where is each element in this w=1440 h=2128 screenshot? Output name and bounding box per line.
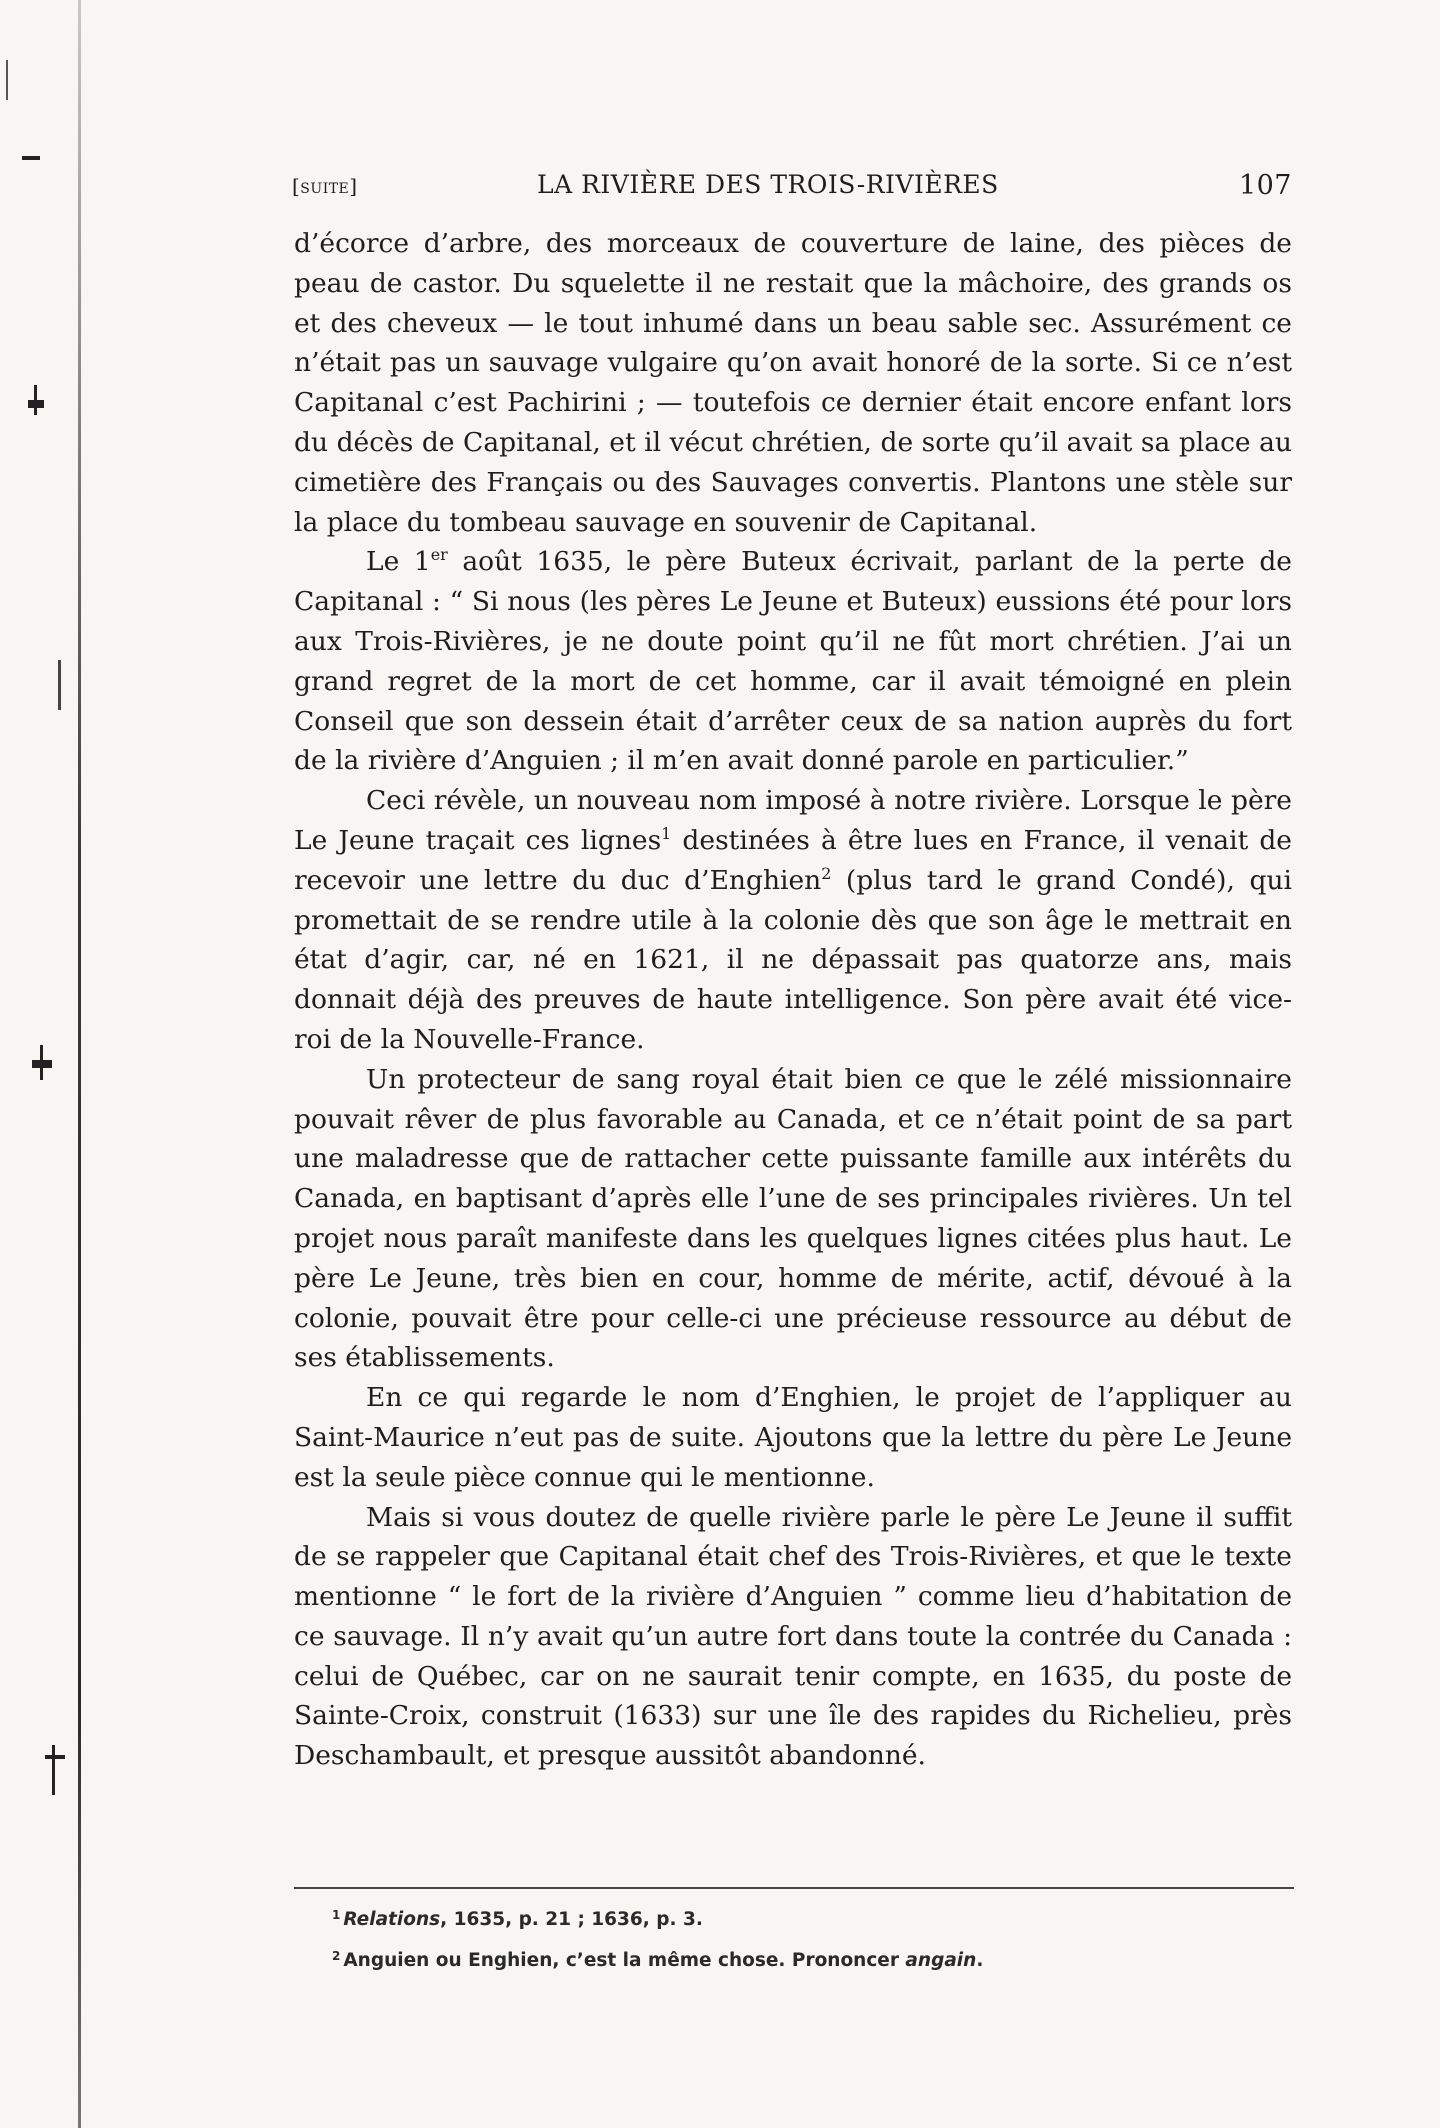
paragraph-2-lead: Le bbox=[366, 546, 414, 578]
footnote-1-title: Relations bbox=[343, 1909, 441, 1930]
footnote-divider bbox=[294, 1887, 1294, 1889]
speck bbox=[52, 1745, 55, 1795]
speck bbox=[40, 1045, 43, 1080]
footnotes bbox=[332, 1897, 1292, 1979]
footnote-2-pronunciation: angain bbox=[905, 1950, 977, 1971]
paragraph-2 bbox=[294, 542, 1292, 781]
footnote-2-end: . bbox=[976, 1950, 984, 1971]
paragraph-2-ordinal-suffix: er bbox=[430, 545, 448, 565]
paragraph-5: En ce qui regarde le nom d’Enghien, le projet de l’appliquer au Saint-Maurice n’eut pas de suite. Ajoutons que la lettre du père Le Jeune est la seule pièce connue qui le mentionne. bbox=[294, 1382, 1292, 1493]
footnote-ref-1: 1 bbox=[661, 824, 672, 844]
footnote-2 bbox=[332, 1938, 1292, 1979]
footnote-2-text: Anguien ou Enghien, c’est la même chose. Prononcer bbox=[343, 1950, 906, 1971]
scan-specks bbox=[0, 0, 80, 2128]
paragraph-2-quote: “ Si nous (les pères Le Jeune et Buteux) eussions été pour lors aux Trois-Rivières, je ne doute point qu’il ne fût mort chrétien. J’ai un grand regret de la mort de cet homme, car il avait témoigné en plein Conseil que son dessein était d’arrêter ceux de sa nation auprès du fort de la rivière d’Anguien ; il m’en avait donné parole en particulier.” bbox=[294, 586, 1292, 777]
paragraph-3-part-2: destinées à être lues en France, il venait de recevoir une lettre du duc d’Enghien bbox=[294, 824, 1292, 896]
paragraph-1: d’écorce d’arbre, des morceaux de couverture de laine, des pièces de peau de castor. Du squelette il ne restait que la mâchoire, des grands os et des cheveux — le tout inhumé dans un beau sable sec. Assurément ce n’était pas un sauvage vulgaire qu’on avait honoré de la sorte. Si ce n’est Capitanal c’est Pachirini ; — toutefois ce dernier était encore enfant lors du décès de Capitanal, et il vécut chrétien, de sorte qu’il avait sa place au cimetière des Français ou des Sauvages convertis. Plantons une stèle sur la place du tombeau sauvage en souvenir de Capitanal. bbox=[294, 228, 1292, 538]
paragraph-2-ordinal: 1 bbox=[413, 546, 431, 578]
page-number: 107 bbox=[1238, 170, 1292, 201]
body-text bbox=[294, 224, 1292, 1776]
speck bbox=[34, 385, 37, 415]
speck bbox=[6, 60, 8, 100]
header-section-tag: [suite] bbox=[292, 174, 358, 198]
paragraph-4: Un protecteur de sang royal était bien ce que le zélé missionnaire pouvait rêver de plus favorable au Canada, et ce n’était point de sa part une maladresse que de rattacher cette puissante famille aux intérêts du Canada, en baptisant d’après elle l’une de ses principales rivières. Un tel projet nous paraît manifeste dans les quelques lignes citées plus haut. Le père Le Jeune, très bien en cour, homme de mérite, actif, dévoué à la colonie, pouvait être pour celle-ci une précieuse ressource au début de ses établissements. bbox=[294, 1063, 1292, 1374]
paragraph-2-intro: août 1635, le père Buteux écrivait, parlant de la perte de Capitanal : bbox=[294, 546, 1292, 618]
footnote-1-mark: 1 bbox=[332, 1908, 341, 1922]
running-header bbox=[292, 170, 1292, 210]
speck bbox=[22, 156, 40, 160]
footnote-ref-2: 2 bbox=[821, 863, 832, 883]
paragraph-3-part-3: (plus tard le grand Condé), qui promettait de se rendre utile à la colonie dès que son âge le mettrait en état d’agir, car, né en 1621, il ne dépassait pas quatorze ans, mais donnait déjà des preuves de haute intelligence. Son père avait été vice-roi de la Nouvelle-France. bbox=[294, 864, 1292, 1055]
footnote-1-text: , 1635, p. 21 ; 1636, p. 3. bbox=[440, 1909, 703, 1930]
paragraph-3-part-1: Ceci révèle, un nouveau nom imposé à notre rivière. Lorsque le père Le Jeune traçait ces lignes bbox=[294, 785, 1292, 856]
header-title: LA RIVIÈRE DES TROIS-RIVIÈRES bbox=[537, 170, 999, 199]
footnote-1 bbox=[332, 1897, 1292, 1938]
footnote-2-mark: 2 bbox=[332, 1949, 341, 1963]
speck bbox=[58, 660, 61, 710]
paragraph-3 bbox=[294, 781, 1292, 1060]
paragraph-6: Mais si vous doutez de quelle rivière parle le père Le Jeune il suffit de se rappeler que Capitanal était chef des Trois-Rivières, et que le texte mentionne “ le fort de la rivière d’Anguien ” comme lieu d’habitation de ce sauvage. Il n’y avait qu’un autre fort dans toute la contrée du Canada : celui de Québec, car on ne saurait tenir compte, en 1635, du poste de Sainte-Croix, construit (1633) sur une île des rapides du Richelieu, près Deschambault, et presque aussitôt abandonné. bbox=[294, 1501, 1292, 1772]
